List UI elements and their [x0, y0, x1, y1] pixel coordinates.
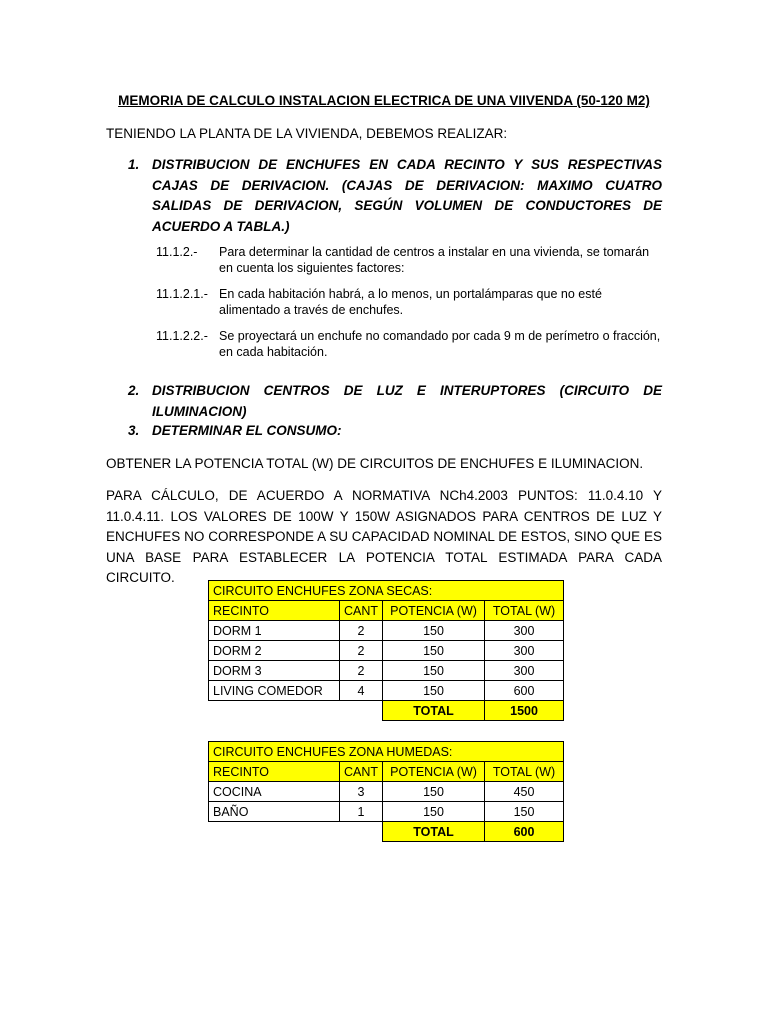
- table-row: [209, 782, 564, 802]
- norm-text-3: Se proyectará un enchufe no comandado por cada 9 m de perímetro o fracción, en cada habitación.: [219, 329, 661, 359]
- list-item-1: [128, 155, 662, 237]
- header-potencia: POTENCIA (W): [383, 601, 485, 621]
- paragraph-1: OBTENER LA POTENCIA TOTAL (W) DE CIRCUITOS DE ENCHUFES E ILUMINACION.: [106, 456, 644, 471]
- cell-cant: 2: [340, 641, 383, 661]
- table-humedas: [208, 741, 564, 842]
- total-label: TOTAL: [383, 822, 485, 842]
- norm-text-1: Para determinar la cantidad de centros a instalar en una vivienda, se tomarán en cuenta los siguientes factores:: [219, 245, 650, 275]
- cell-potencia: 150: [383, 661, 485, 681]
- cell-recinto: DORM 2: [209, 641, 340, 661]
- cell-potencia: 150: [383, 621, 485, 641]
- cell-cant: 4: [340, 681, 383, 701]
- cell-recinto: DORM 3: [209, 661, 340, 681]
- table-header-row: [209, 762, 564, 782]
- intro-text: TENIENDO LA PLANTA DE LA VIVIENDA, DEBEMOS REALIZAR:: [106, 126, 508, 141]
- cell-cant: 2: [340, 621, 383, 641]
- header-recinto: RECINTO: [209, 601, 340, 621]
- cell-cant: 1: [340, 802, 383, 822]
- table-row: [209, 681, 564, 701]
- table-title: CIRCUITO ENCHUFES ZONA HUMEDAS:: [209, 742, 564, 762]
- cell-recinto: COCINA: [209, 782, 340, 802]
- header-potencia: POTENCIA (W): [383, 762, 485, 782]
- table-row: [209, 621, 564, 641]
- cell-potencia: 150: [383, 681, 485, 701]
- paragraph-2: PARA CÁLCULO, DE ACUERDO A NORMATIVA NCh4.2003 PUNTOS: 11.0.4.10 Y 11.0.4.11. LOS VALORES DE 100W Y 150W ASIGNADOS PARA CENTROS DE LUZ Y ENCHUFES NO CORRESPONDE A SU CAPACIDAD NOMINAL DE ESTOS, SINO QUE ES UNA BASE PARA ESTABLECER LA POTENCIA TOTAL ESTIMADA PARA CADA CIRCUITO.: [106, 488, 662, 585]
- cell-potencia: 150: [383, 802, 485, 822]
- norm-quote-2: [156, 286, 666, 318]
- table-total-row: [209, 822, 564, 842]
- cell-recinto: DORM 1: [209, 621, 340, 641]
- table-total-row: [209, 701, 564, 721]
- list-number-2: 2.: [128, 383, 140, 398]
- cell-cant: 3: [340, 782, 383, 802]
- list-text-1: DISTRIBUCION DE ENCHUFES EN CADA RECINTO Y SUS RESPECTIVAS CAJAS DE DERIVACION. (CAJAS DE DERIVACION: MAXIMO CUATRO SALIDAS DE DERIVACION, SEGÚN VOLUMEN DE CONDUCTORES DE ACUERDO A TABLA.): [152, 157, 662, 234]
- total-value: 1500: [485, 701, 564, 721]
- cell-potencia: 150: [383, 641, 485, 661]
- header-recinto: RECINTO: [209, 762, 340, 782]
- cell-cant: 2: [340, 661, 383, 681]
- table-row: [209, 802, 564, 822]
- cell-total: 300: [485, 621, 564, 641]
- list-text-2: DISTRIBUCION CENTROS DE LUZ E INTERUPTORES (CIRCUITO DE ILUMINACION): [152, 383, 662, 419]
- cell-recinto: BAÑO: [209, 802, 340, 822]
- cell-total: 300: [485, 641, 564, 661]
- norm-code-1: 11.1.2.-: [156, 245, 198, 259]
- table-title-row: [209, 581, 564, 601]
- norm-text-2: En cada habitación habrá, a lo menos, un portalámparas que no esté alimentado a través de enchufes.: [219, 287, 602, 317]
- cell-potencia: 150: [383, 782, 485, 802]
- cell-total: 300: [485, 661, 564, 681]
- total-value: 600: [485, 822, 564, 842]
- cell-total: 450: [485, 782, 564, 802]
- table-secas: [208, 580, 564, 721]
- list-item-2: [128, 381, 662, 422]
- document-title: MEMORIA DE CALCULO INSTALACION ELECTRICA DE UNA VIIVENDA (50-120 M2): [118, 93, 650, 108]
- header-cant: CANT: [340, 762, 383, 782]
- cell-recinto: LIVING COMEDOR: [209, 681, 340, 701]
- table-row: [209, 641, 564, 661]
- norm-code-3: 11.1.2.2.-: [156, 329, 208, 343]
- cell-total: 150: [485, 802, 564, 822]
- header-total: TOTAL (W): [485, 601, 564, 621]
- list-text-3: DETERMINAR EL CONSUMO:: [152, 423, 342, 438]
- norm-code-2: 11.1.2.1.-: [156, 287, 208, 301]
- norm-quote-1: [156, 244, 666, 276]
- cell-total: 600: [485, 681, 564, 701]
- total-label: TOTAL: [383, 701, 485, 721]
- table-row: [209, 661, 564, 681]
- table-title-row: [209, 742, 564, 762]
- table-title: CIRCUITO ENCHUFES ZONA SECAS:: [209, 581, 564, 601]
- header-cant: CANT: [340, 601, 383, 621]
- header-total: TOTAL (W): [485, 762, 564, 782]
- table-header-row: [209, 601, 564, 621]
- list-number-3: 3.: [128, 423, 140, 438]
- norm-quote-3: [156, 328, 666, 360]
- list-number-1: 1.: [128, 157, 140, 172]
- list-item-3: [128, 421, 662, 442]
